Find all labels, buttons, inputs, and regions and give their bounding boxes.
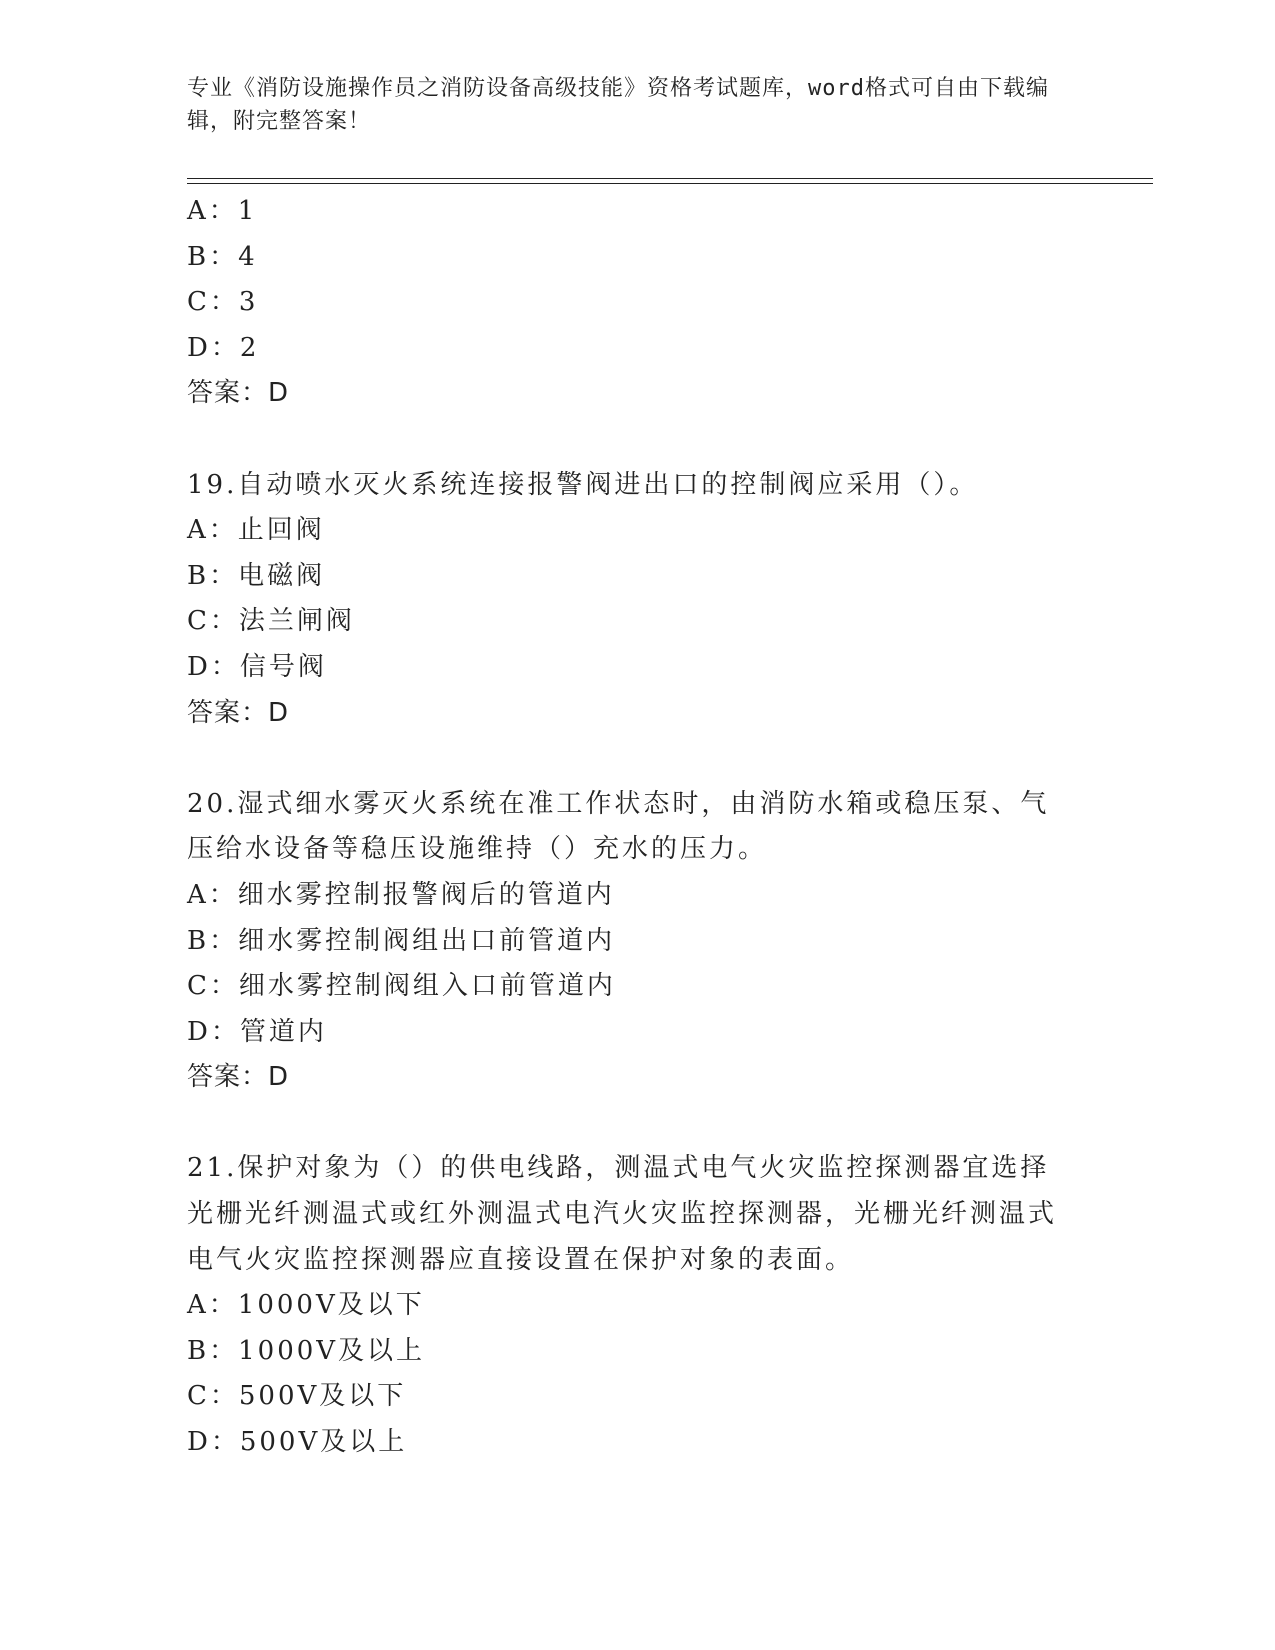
- question-stem: 21.保护对象为（）的供电线路，测温式电气火灾监控探测器宜选择光栅光纤测温式或红外测温式电汽火灾监控探测器，光栅光纤测温式电气火灾监控探测器应直接设置在保护对象的表面。: [187, 1153, 1058, 1275]
- option-b: B：1000V及以上: [187, 1335, 426, 1366]
- spacer: [187, 417, 1087, 463]
- answer-line: 答案：D: [187, 697, 290, 728]
- spacer: [187, 736, 1087, 782]
- option-b: B：细水雾控制阀组出口前管道内: [187, 925, 616, 956]
- question-20: [187, 782, 1087, 1101]
- question-21: [187, 1146, 1087, 1465]
- option-b: B：电磁阀: [187, 560, 326, 591]
- option-c: C：细水雾控制阀组入口前管道内: [187, 971, 616, 1002]
- option-c: C：3: [187, 287, 259, 318]
- option-c: C：法兰闸阀: [187, 606, 355, 637]
- option-a: A：1: [187, 196, 258, 226]
- answer-line: 答案：D: [187, 378, 290, 409]
- answer-line: 答案：D: [187, 1062, 290, 1093]
- question-18: [187, 189, 1087, 417]
- option-d: D：2: [187, 332, 260, 363]
- spacer: [187, 1101, 1087, 1147]
- option-a: A：1000V及以下: [187, 1290, 425, 1321]
- option-b: B：4: [187, 241, 258, 272]
- header-rule-bottom: [187, 183, 1153, 184]
- option-d: D：信号阀: [187, 651, 327, 682]
- question-19: [187, 463, 1087, 737]
- option-a: A：止回阀: [187, 515, 325, 546]
- header-rule-top: [187, 178, 1153, 179]
- question-list: [187, 189, 1087, 1466]
- option-d: D：500V及以上: [187, 1427, 408, 1458]
- question-stem: 19.自动喷水灭火系统连接报警阀进出口的控制阀应采用（）。: [187, 469, 979, 500]
- question-stem: 20.湿式细水雾灭火系统在准工作状态时，由消防水箱或稳压泵、气压给水设备等稳压设施维持（）充水的压力。: [187, 788, 1050, 865]
- option-a: A：细水雾控制报警阀后的管道内: [187, 879, 615, 910]
- document-header: 专业《消防设施操作员之消防设备高级技能》资格考试题库，word格式可自由下载编辑，附完整答案！: [187, 76, 1049, 134]
- option-d: D：管道内: [187, 1016, 327, 1047]
- option-c: C：500V及以下: [187, 1381, 407, 1412]
